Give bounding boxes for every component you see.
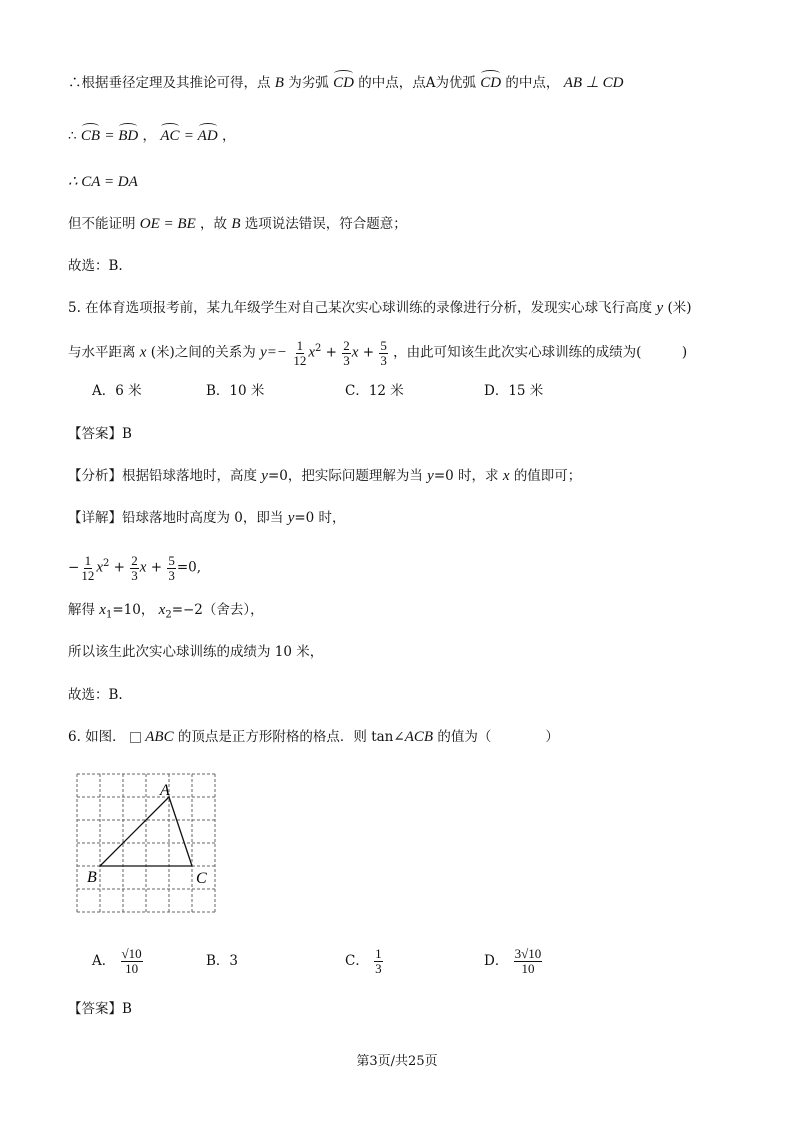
- therefore-symbol: ∴: [68, 128, 77, 144]
- label-c: C: [196, 870, 207, 887]
- math-var: B: [231, 216, 241, 232]
- q5-equation: − $\frac{1}{12}$ $x^2$ + $\frac{2}{3}$ x + $\frac{5}{3}$ =0,: [68, 552, 202, 583]
- arc-cd: CD: [333, 75, 354, 91]
- plus: +: [325, 344, 342, 361]
- q6-option-c: C． $\frac{1}{3}$: [345, 946, 382, 976]
- q5-answer: 【答案】B: [68, 426, 132, 442]
- q6-option-a: A． $\frac{√10}{10}$: [92, 946, 142, 976]
- fraction: $\frac{2}{3}$: [131, 552, 138, 583]
- text: 但不能证明: [68, 216, 136, 232]
- fraction: $\frac{1}{3}$: [375, 946, 382, 976]
- fraction: $\frac{5}{3}$: [380, 337, 387, 368]
- fraction: $\frac{√10}{10}$: [121, 946, 142, 976]
- text: 与水平距离: [68, 344, 136, 361]
- q5-conclusion: 所以该生此次实心球训练的成绩为 10 米，: [68, 644, 324, 660]
- arc-cb: CB: [80, 128, 101, 144]
- exponent: 2: [314, 343, 322, 354]
- q5-option-d: D．15 米: [484, 383, 544, 399]
- q5-option-a: A．6 米: [92, 383, 142, 399]
- math-var: B: [274, 75, 284, 91]
- label-b: B: [87, 869, 97, 886]
- text: 的中点，: [505, 75, 560, 91]
- q5-option-b: B．10 米: [206, 383, 265, 399]
- q6-title: 6. 如图． ABC 的顶点是正方形附格的格点．则 tan∠ACB 的值为（ ）: [68, 729, 559, 745]
- math-var: x: [139, 344, 147, 361]
- q5-analysis: 【分析】根据铅球落地时，高度 y=0，把实际问题理解为当 y=0 时，求 x 的值即可；: [68, 468, 582, 484]
- text: ，故: [200, 216, 228, 232]
- q5-line-1: [68, 298, 691, 318]
- q5-detail: 【详解】铅球落地时高度为 0，即当 y=0 时，: [68, 510, 346, 526]
- fraction: $\frac{1}{12}$: [293, 337, 307, 368]
- math-expr: AB ⊥ CD: [563, 75, 624, 91]
- math-var: y: [656, 300, 664, 316]
- arc-ac: AC: [160, 128, 180, 144]
- text: 的中点，点A为优弧: [358, 75, 476, 91]
- arc-ad: AD: [197, 128, 218, 144]
- text: 5. 在体育选项报考前，某九年级学生对自己某次实心球训练的录像进行分析，发现实心球飞行高度: [68, 300, 653, 316]
- q6-answer: 【答案】B: [68, 1001, 132, 1017]
- text-line-4: [68, 214, 407, 234]
- label-a: A: [160, 782, 170, 799]
- text-line-3: ∴ CA = DA: [68, 174, 138, 190]
- text: 选项说法错误，符合题意；: [244, 216, 407, 232]
- math-expr: OE = BE: [139, 216, 196, 232]
- fraction: $\frac{5}{3}$: [168, 552, 175, 583]
- fraction: $\frac{3√10}{10}$: [514, 946, 542, 976]
- comma: ，: [142, 128, 157, 144]
- math-var: x: [308, 344, 315, 361]
- grid-lines: [77, 774, 215, 912]
- text: ，由此可知该生此次实心球训练的成绩为( ): [393, 344, 688, 361]
- q5-solution: 解得 $x_1=10$， $x_2=-2$（舍去），: [68, 602, 264, 621]
- triangle-symbol-icon: [130, 732, 141, 743]
- text: (米): [667, 300, 692, 316]
- fraction: $\frac{1}{12}$: [81, 552, 95, 583]
- text: ∴根据垂径定理及其推论可得，点: [68, 75, 271, 91]
- text-line-2: [68, 126, 235, 146]
- plus: +: [362, 344, 379, 361]
- math-expr: y=−: [260, 344, 288, 361]
- q6-option-d: D． $\frac{3√10}{10}$: [484, 946, 542, 976]
- text: (米)之间的关系为: [150, 344, 256, 361]
- equals: =: [183, 128, 198, 144]
- text-line-5: 故选：B.: [68, 258, 123, 274]
- math-var: x: [351, 344, 359, 361]
- text: 为劣弧: [288, 75, 329, 91]
- text-line-1: [68, 73, 623, 93]
- equals: =: [104, 128, 119, 144]
- page-footer: 第3页/共25页: [356, 1054, 438, 1069]
- grid-triangle-figure: [72, 770, 222, 920]
- q5-option-c: C．12 米: [345, 383, 404, 399]
- fraction: $\frac{2}{3}$: [343, 337, 350, 368]
- comma: ，: [221, 128, 236, 144]
- q5-choose: 故选：B.: [68, 687, 123, 703]
- q6-option-b: B．3: [206, 953, 239, 969]
- arc-bd: BD: [118, 128, 139, 144]
- q5-line-2: [68, 334, 687, 368]
- arc-cd: CD: [480, 75, 502, 91]
